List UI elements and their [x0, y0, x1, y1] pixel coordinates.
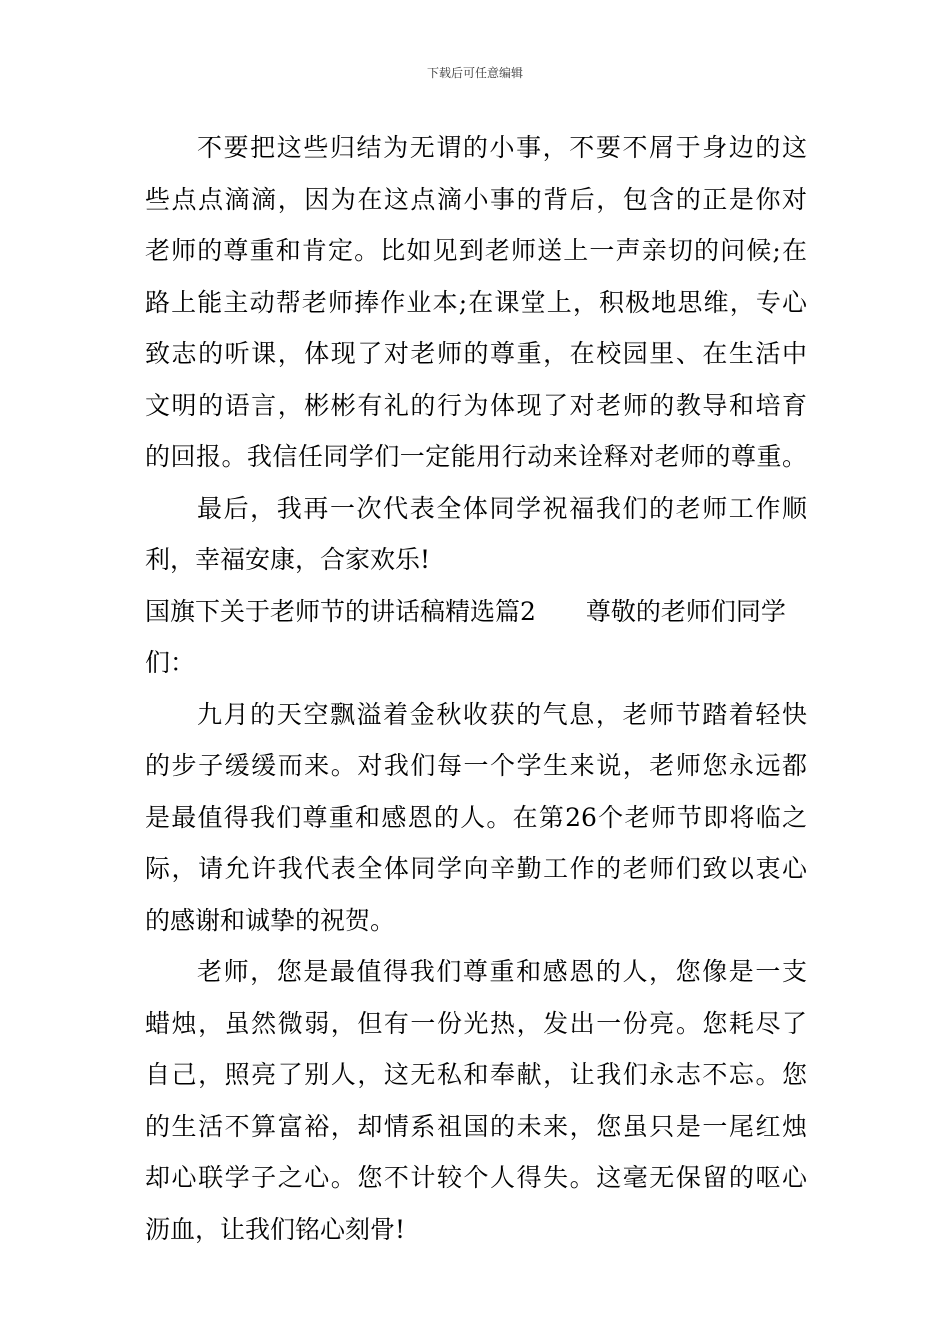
text-line: 不要把这些归结为无谓的小事，不要不屑于身边的这 — [197, 133, 807, 162]
text-line: 九月的天空飘溢着金秋收获的气息，老师节踏着轻快 — [197, 699, 807, 729]
paragraph — [145, 946, 807, 1255]
text-line: 是最值得我们尊重和感恩的人。在第26个老师节即将临之 — [145, 802, 807, 832]
text-line: 却心联学子之心。您不计较个人得失。这毫无保留的呕心 — [145, 1163, 807, 1192]
text-line: 致志的听课，体现了对老师的尊重，在校园里、在生活中 — [145, 339, 807, 368]
text-line: 的感谢和诚挚的祝贺。 — [145, 905, 396, 935]
text-line: 些点点滴滴，因为在这点滴小事的背后，包含的正是你对 — [145, 184, 807, 214]
paragraph — [145, 122, 807, 483]
text-line: 最后，我再一次代表全体同学祝福我们的老师工作顺 — [197, 493, 807, 523]
text-line: 路上能主动帮老师捧作业本;在课堂上，积极地思维，专心 — [145, 287, 807, 317]
text-line: 的生活不算富裕，却情系祖国的未来，您虽只是一尾红烛 — [145, 1111, 807, 1141]
page-header: 下载后可任意编辑 — [426, 66, 523, 80]
section-heading — [145, 586, 807, 689]
text-line: 自己，照亮了别人，这无私和奉献，让我们永志不忘。您 — [145, 1060, 807, 1089]
text-line: 老师，您是最值得我们尊重和感恩的人，您像是一支 — [197, 957, 807, 986]
text-line: 利，幸福安康，合家欢乐! — [145, 545, 431, 574]
salutation: 尊敬的老师们同学 — [585, 596, 786, 626]
text-line: 的步子缓缓而来。对我们每一个学生来说，老师您永远都 — [145, 751, 807, 780]
section-title: 国旗下关于老师节的讲话稿精选篇2 — [145, 596, 536, 626]
heading-line — [145, 586, 807, 638]
paragraph — [145, 689, 807, 947]
paragraph — [145, 483, 807, 586]
text-line: 蜡烛，虽然微弱，但有一份光热，发出一份亮。您耗尽了 — [145, 1008, 807, 1038]
text-line: 老师的尊重和肯定。比如见到老师送上一声亲切的问候;在 — [145, 236, 807, 265]
text-line: 的回报。我信任同学们一定能用行动来诠释对老师的尊重。 — [145, 442, 807, 471]
text-line: 文明的语言，彬彬有礼的行为体现了对老师的教导和培育 — [145, 390, 807, 420]
salutation-end: 们： — [145, 648, 196, 677]
text-line: 沥血，让我们铭心刻骨! — [145, 1214, 406, 1244]
text-line: 际，请允许我代表全体同学向辛勤工作的老师们致以衷心 — [145, 854, 807, 883]
document-body — [145, 122, 807, 1255]
